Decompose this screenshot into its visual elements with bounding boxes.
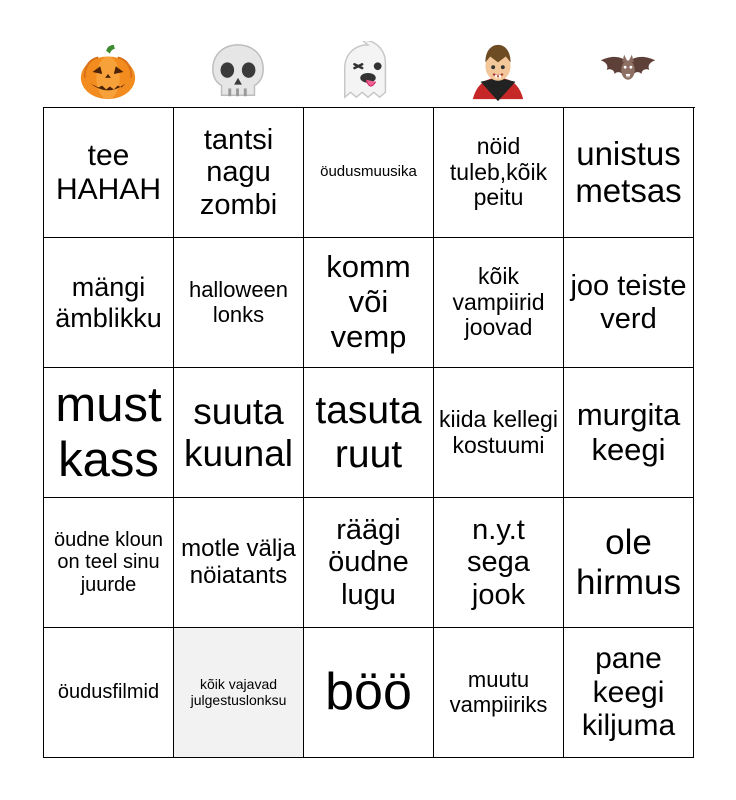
bingo-cell-text: tasuta ruut bbox=[315, 388, 422, 476]
bingo-cell-free[interactable] bbox=[174, 628, 304, 758]
bingo-cell[interactable] bbox=[434, 368, 564, 498]
bingo-cell-text: nöid tuleb,kõik peitu bbox=[449, 132, 548, 211]
bingo-cell[interactable] bbox=[44, 108, 174, 238]
bingo-cell-text: joo teiste verd bbox=[570, 270, 687, 335]
ghost-icon bbox=[337, 41, 399, 103]
pumpkin-icon bbox=[77, 41, 139, 103]
bingo-cell-text: komm või vemp bbox=[326, 249, 411, 354]
bingo-cell[interactable] bbox=[174, 498, 304, 628]
bat-icon bbox=[597, 41, 659, 103]
bingo-cell[interactable] bbox=[174, 108, 304, 238]
skull-icon bbox=[207, 41, 269, 103]
bingo-cell[interactable] bbox=[564, 108, 694, 238]
bingo-cell-text: öudusfilmid bbox=[57, 681, 160, 704]
bingo-cell[interactable] bbox=[304, 628, 434, 758]
bingo-cell[interactable] bbox=[564, 238, 694, 368]
bingo-cell[interactable] bbox=[174, 368, 304, 498]
bingo-cell-text: ole hirmus bbox=[575, 523, 682, 602]
bingo-cell-text: kõik vampiirid joovad bbox=[452, 262, 545, 341]
bingo-cell-text: motle välja nöiatants bbox=[181, 534, 296, 589]
bingo-cell[interactable] bbox=[304, 368, 434, 498]
bingo-cell-text: öudne kloun on teel sinu juurde bbox=[54, 528, 163, 596]
bingo-cell[interactable] bbox=[434, 628, 564, 758]
bingo-cell-text: murgita keegi bbox=[576, 396, 681, 467]
bingo-cell-text: räägi öudne lugu bbox=[328, 513, 409, 611]
header-cell-4 bbox=[433, 36, 563, 108]
bingo-cell[interactable] bbox=[304, 498, 434, 628]
bingo-cell-text: tantsi nagu zombi bbox=[199, 123, 278, 221]
bingo-cell[interactable] bbox=[44, 368, 174, 498]
bingo-cell[interactable] bbox=[564, 628, 694, 758]
bingo-cell[interactable] bbox=[44, 628, 174, 758]
bingo-cell[interactable] bbox=[434, 108, 564, 238]
bingo-cell[interactable] bbox=[434, 498, 564, 628]
bingo-cell-text: n.y.t sega jook bbox=[467, 513, 530, 611]
header-row bbox=[43, 36, 693, 108]
header-cell-5 bbox=[563, 36, 693, 108]
bingo-cell[interactable] bbox=[564, 498, 694, 628]
bingo-cell-text: muutu vampiiriks bbox=[449, 666, 548, 717]
bingo-board bbox=[43, 107, 695, 758]
bingo-cell[interactable] bbox=[564, 368, 694, 498]
bingo-cell[interactable] bbox=[44, 498, 174, 628]
bingo-cell-text: tee HAHAH bbox=[55, 138, 161, 206]
bingo-cell-text: unistus metsas bbox=[575, 134, 682, 209]
bingo-cell[interactable] bbox=[304, 238, 434, 368]
header-cell-1 bbox=[43, 36, 173, 108]
bingo-cell-text: öudusmuusika bbox=[320, 163, 417, 181]
bingo-cell-text: kõik vajavad julgestuslonksu bbox=[190, 675, 287, 708]
bingo-cell-text: böö bbox=[325, 663, 412, 722]
header-cell-2 bbox=[173, 36, 303, 108]
bingo-cell[interactable] bbox=[434, 238, 564, 368]
bingo-cell[interactable] bbox=[174, 238, 304, 368]
bingo-cell-text: kiida kellegi kostuumi bbox=[439, 405, 558, 458]
header-cell-3 bbox=[303, 36, 433, 108]
bingo-cell-text: suuta kuunal bbox=[183, 391, 294, 474]
vampire-icon bbox=[467, 41, 529, 103]
bingo-cell-text: mängi ämblikku bbox=[55, 272, 162, 333]
bingo-cell-text: must kass bbox=[55, 377, 162, 487]
bingo-cell-text: halloween lonks bbox=[188, 276, 289, 327]
bingo-cell[interactable] bbox=[44, 238, 174, 368]
bingo-cell-text: pane keegi kiljuma bbox=[581, 642, 676, 743]
bingo-cell[interactable] bbox=[304, 108, 434, 238]
